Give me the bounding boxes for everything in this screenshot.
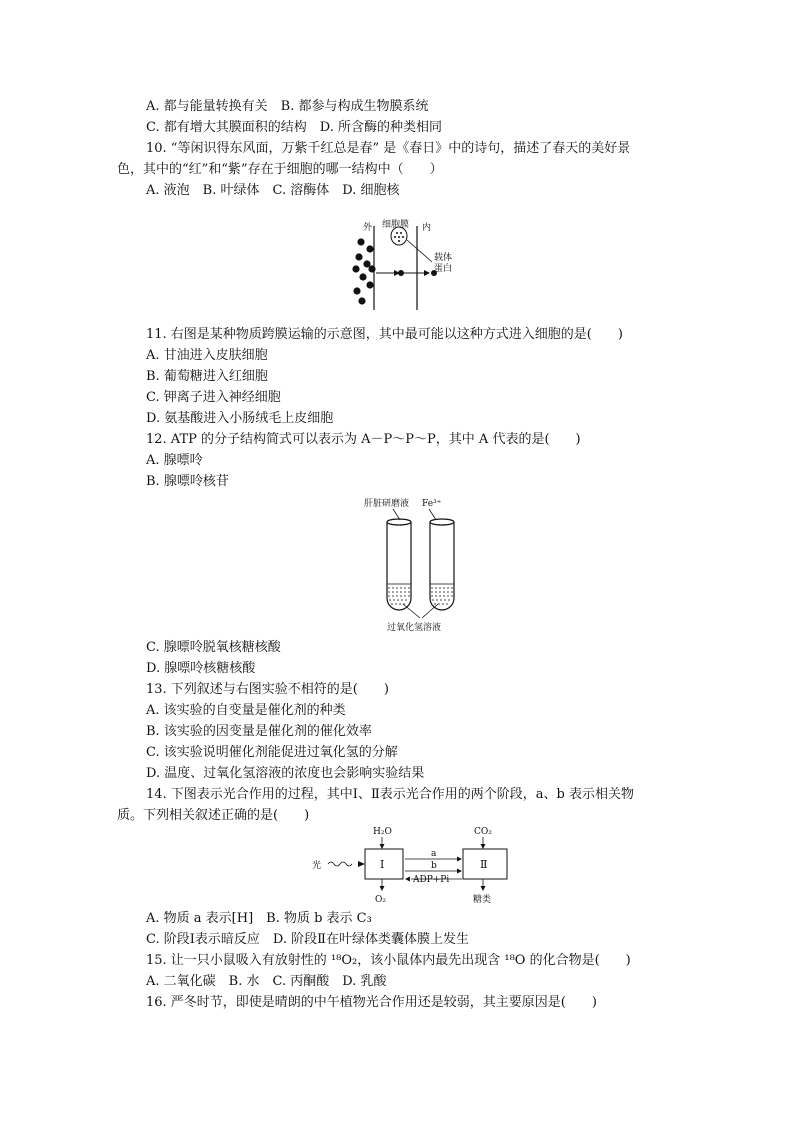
h2o-label: H₂O [373, 827, 392, 837]
q11-option-b: B. 葡萄糖进入红细胞 [146, 369, 268, 384]
q13-option-a: A. 该实验的自变量是催化剂的种类 [146, 703, 346, 718]
q13-stem: 13. 下列叙述与右图实验不相符的是( ) [146, 682, 389, 697]
q15-stem: 15. 让一只小鼠吸入有放射性的 ¹⁸O₂，该小鼠体内最先出现含 ¹⁸O 的化合物是( ) [146, 953, 631, 968]
q9-options-ab: A. 都与能量转换有关 B. 都参与构成生物膜系统 [146, 99, 429, 114]
sugar-label: 糖类 [473, 895, 492, 905]
carrier-label-2: 蛋白 [434, 264, 453, 274]
q13-option-d: D. 温度、过氧化氢溶液的浓度也会影响实验结果 [146, 766, 425, 781]
membrane-label: 细胞膜 [382, 220, 410, 230]
light-label: 光 [312, 861, 322, 871]
q10-stem-2: 色，其中的“红”和“紫”存在于细胞的哪一结构中（ ） [117, 162, 443, 177]
stage-2-label: Ⅱ [480, 858, 488, 871]
q14-stem-1: 14. 下图表示光合作用的过程，其中Ⅰ、Ⅱ表示光合作用的两个阶段，a、b 表示相关物 [146, 787, 634, 802]
q10-stem-1: 10. “等闲识得东风面，万紫千红总是春” 是《春日》中的诗句，描述了春天的美好景 [146, 141, 631, 156]
a-label: a [431, 849, 437, 859]
q16-stem: 16. 严冬时节，即使是晴朗的中午植物光合作用还是较弱，其主要原因是( ) [146, 995, 597, 1010]
h2o2-solution-label: 过氧化氢溶液 [387, 623, 442, 633]
q12-option-a: A. 腺嘌呤 [146, 453, 203, 468]
q12-option-c: C. 腺嘌呤脱氧核糖核酸 [146, 640, 281, 655]
q11-option-d: D. 氨基酸进入小肠绒毛上皮细胞 [146, 411, 334, 426]
q12-stem: 12. ATP 的分子结构简式可以表示为 A－P～P～P，其中 A 代表的是( ) [146, 432, 581, 447]
o2-label: O₂ [375, 895, 386, 905]
fe-label: Fe³⁺ [422, 499, 442, 509]
q14-options-ab: A. 物质 a 表示[H] B. 物质 b 表示 C₃ [146, 911, 372, 926]
membrane-transport-figure [346, 218, 470, 314]
inside-label: 内 [422, 223, 432, 233]
q13-option-c: C. 该实验说明催化剂能促进过氧化氢的分解 [146, 745, 398, 760]
q11-option-a: A. 甘油进入皮肤细胞 [146, 348, 268, 363]
b-label: b [431, 861, 437, 871]
q12-option-d: D. 腺嘌呤核糖核酸 [146, 661, 256, 676]
q14-stem-2: 质。下列相关叙述正确的是( ) [117, 808, 310, 823]
photosynthesis-figure [310, 823, 510, 905]
q9-options-cd: C. 都有增大其膜面积的结构 D. 所含酶的种类相同 [146, 120, 442, 135]
co2-label: CO₂ [474, 827, 492, 837]
q13-option-b: B. 该实验的因变量是催化剂的催化效率 [146, 724, 372, 739]
stage-1-label: Ⅰ [380, 858, 385, 871]
carrier-label-1: 载体 [434, 253, 453, 263]
test-tube-figure [356, 494, 466, 636]
adp-pi-label: ADP+Pi [413, 875, 450, 885]
q10-options: A. 液泡 B. 叶绿体 C. 溶酶体 D. 细胞核 [146, 183, 400, 198]
q11-stem: 11. 右图是某种物质跨膜运输的示意图，其中最可能以这种方式进入细胞的是( ) [146, 327, 623, 342]
q14-options-cd: C. 阶段Ⅰ表示暗反应 D. 阶段Ⅱ在叶绿体类囊体膜上发生 [146, 932, 469, 947]
q12-option-b: B. 腺嘌呤核苷 [146, 474, 229, 489]
liver-extract-label: 肝脏研磨液 [364, 499, 410, 509]
q15-options: A. 二氧化碳 B. 水 C. 丙酮酸 D. 乳酸 [146, 974, 387, 989]
outside-label: 外 [363, 223, 373, 233]
q11-option-c: C. 钾离子进入神经细胞 [146, 390, 281, 405]
